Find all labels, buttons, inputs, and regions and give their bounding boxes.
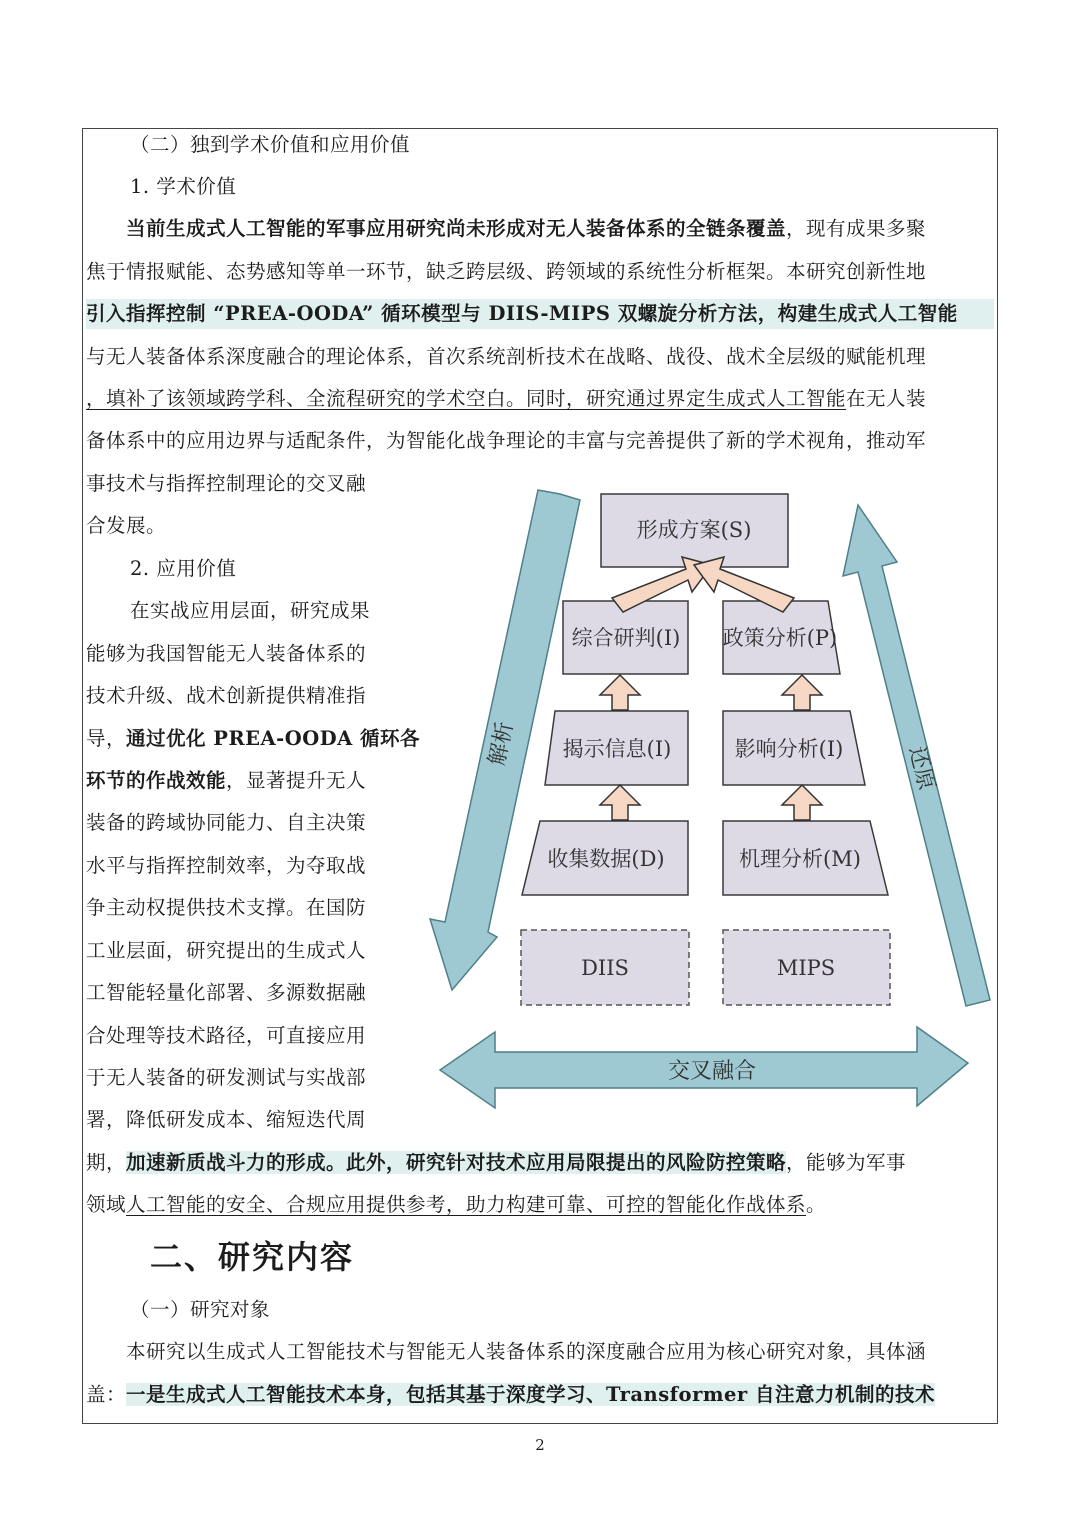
paragraph-line: 焦于情报赋能、态势感知等单一环节，缺乏跨层级、跨领域的系统性分析框架。本研究创新性地 <box>86 260 927 283</box>
bold-text: 通过优化 PREA-OODA 循环各 <box>126 727 421 750</box>
up-arrow-left-1 <box>600 785 640 820</box>
label-comprehensive-judgment: 综合研判(I) <box>571 626 681 650</box>
paragraph-line: 工智能轻量化部署、多源数据融 <box>86 981 367 1004</box>
paragraph-line: 在实战应用层面，研究成果 <box>130 599 371 622</box>
paragraph-line: 技术升级、战术创新提供精准指 <box>86 684 367 707</box>
paragraph-line: 装备的跨域协同能力、自主决策 <box>86 811 367 834</box>
paragraph-line: 本研究以生成式人工智能技术与智能无人装备体系的深度融合应用为核心研究对象，具体涵 <box>126 1340 927 1363</box>
label-impact-analysis: 影响分析(I) <box>734 737 844 761</box>
paragraph-line: 导，通过优化 PREA-OODA 循环各 <box>86 727 421 750</box>
paragraph-line: 合处理等技术路径，可直接应用 <box>86 1024 367 1047</box>
underlined-text: 人工智能的安全、合规应用提供参考，助力构建可靠、可控的智能化作战体系 <box>126 1193 807 1216</box>
paragraph-line: 环节的作战效能，显著提升无人 <box>86 769 367 792</box>
highlighted-bold-line: 引入指挥控制 “PREA-OODA” 循环模型与 DIIS-MIPS 双螺旋分析方法，构建生成式人工智能 <box>86 299 994 329</box>
paragraph-line: 与无人装备体系深度融合的理论体系，首次系统剖析技术在战略、战役、战术全层级的赋能机理 <box>86 345 927 368</box>
highlighted-bold-text: 一是生成式人工智能技术本身，包括其基于深度学习、Transformer 自注意力机制的技术 <box>126 1383 935 1406</box>
paragraph-line: 备体系中的应用边界与适配条件，为智能化战争理论的丰富与完善提供了新的学术视角，推动军 <box>86 429 927 452</box>
paragraph-line: 水平与指挥控制效率，为夺取战 <box>86 854 367 877</box>
up-arrow-right-2 <box>782 675 822 710</box>
bold-text: 当前生成式人工智能的军事应用研究尚未形成对无人装备体系的全链条覆盖 <box>126 217 787 240</box>
subsection-academic-value: 1. 学术价值 <box>130 175 237 198</box>
subsection-research-object: （一）研究对象 <box>130 1298 271 1321</box>
highlighted-bold-text: 加速新质战斗力的形成。此外，研究针对技术应用局限提出的风险防控策略 <box>126 1151 787 1174</box>
chapter-heading: 二、研究内容 <box>150 1238 355 1276</box>
label-parse: 解析 <box>484 719 519 768</box>
paragraph-line: 工业层面，研究提出的生成式人 <box>86 939 367 962</box>
underlined-text: ，填补了该领域跨学科、全流程研究的学术空白。同时，研究通过界定生成式人工智能 <box>86 387 847 410</box>
section-heading: （二）独到学术价值和应用价值 <box>130 133 411 156</box>
label-restore: 还原 <box>903 744 939 793</box>
label-collect-data: 收集数据(D) <box>547 847 665 871</box>
paragraph-line: 争主动权提供技术支撑。在国防 <box>86 896 367 919</box>
paragraph-line: 当前生成式人工智能的军事应用研究尚未形成对无人装备体系的全链条覆盖，现有成果多聚 <box>126 217 927 240</box>
subsection-application-value: 2. 应用价值 <box>130 557 237 580</box>
paragraph-line: 盖：一是生成式人工智能技术本身，包括其基于深度学习、Transformer 自注意力机制的技术 <box>86 1383 935 1406</box>
paragraph-line: 领域人工智能的安全、合规应用提供参考，助力构建可靠、可控的智能化作战体系。 <box>86 1193 827 1216</box>
paragraph-line: 能够为我国智能无人装备体系的 <box>86 642 367 665</box>
paragraph-line: 期，加速新质战斗力的形成。此外，研究针对技术应用局限提出的风险防控策略，能够为军事 <box>86 1151 907 1174</box>
label-reveal-information: 揭示信息(I) <box>562 737 672 761</box>
page-number: 2 <box>535 1436 545 1454</box>
paragraph-line: ，填补了该领域跨学科、全流程研究的学术空白。同时，研究通过界定生成式人工智能在无人装 <box>86 387 927 410</box>
paragraph-line: 署，降低研发成本、缩短迭代周 <box>86 1108 367 1131</box>
label-cross-fusion: 交叉融合 <box>667 1059 757 1084</box>
label-mips: MIPS <box>776 956 836 980</box>
label-diis: DIIS <box>581 956 629 980</box>
up-arrow-left-2 <box>600 675 640 710</box>
label-policy-analysis: 政策分析(P) <box>722 626 838 650</box>
up-arrow-right-1 <box>782 785 822 820</box>
label-form-scheme: 形成方案(S) <box>636 518 752 542</box>
bold-text: 环节的作战效能 <box>86 769 227 792</box>
paragraph-line: 于无人装备的研发测试与实战部 <box>86 1066 367 1089</box>
paragraph-line: 事技术与指挥控制理论的交叉融 <box>86 472 367 495</box>
paragraph-line: 合发展。 <box>86 514 167 537</box>
label-mechanism-analysis: 机理分析(M) <box>739 847 861 871</box>
